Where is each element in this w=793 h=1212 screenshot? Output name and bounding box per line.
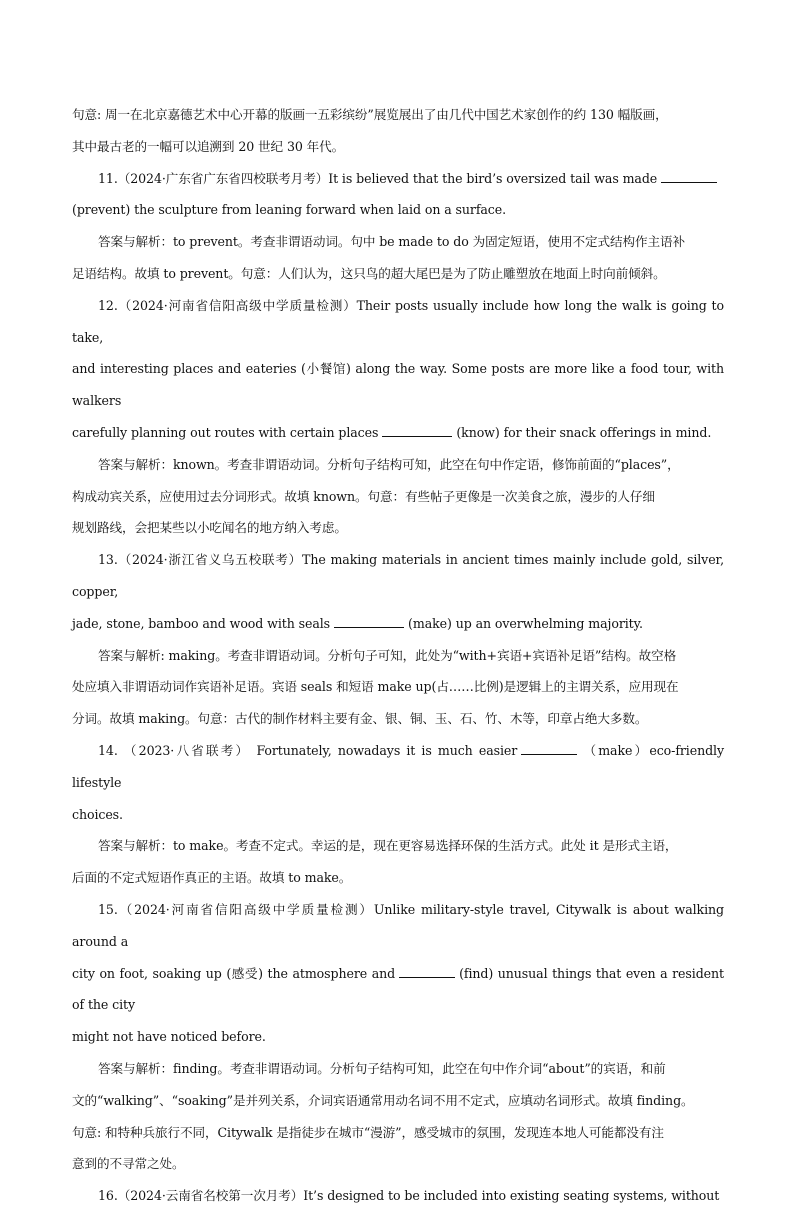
answer-explanation: 句意: 和特种兵旅行不同，Citywalk 是指徒步在城市“漫游”，感受城市的氛围，发现连本地人可能都没有注 [72, 1124, 664, 1140]
question-text: (prevent) the sculpture from leaning forward when laid on a surface. [72, 202, 507, 218]
question-text: carefully planning out routes with certain places [72, 424, 379, 440]
answer-explanation: 答案与解析：to make。考查不定式。幸运的是，现在更容易选择环保的生活方式。此处 it 是形式主语， [98, 838, 678, 854]
question-13: 13.（2024·浙江省义乌五校联考）The making materials in ancient times mainly include gold, silver, copper, [72, 552, 724, 599]
question-14 [72, 735, 724, 799]
translation-line: 句意: 周一在北京嘉德艺术中心开幕的版画一五彩缤纷”展览展出了由几代中国艺术家创作的约 130 幅版画， [72, 107, 668, 122]
answer-explanation: 答案与解析：finding。考查非谓语动词。分析句子结构可知，此空在句中作介词“about”的宾语，和前 [98, 1060, 666, 1076]
answer-explanation: 分词。故填 making。句意：古代的制作材料主要有金、银、铜、玉、石、竹、木等，印章占绝大多数。 [72, 711, 648, 727]
question-12: 12.（2024·河南省信阳高级中学质量检测）Their posts usually include how long the walk is going to take, [72, 297, 724, 345]
answer-blank [661, 168, 717, 183]
question-text: choices. [72, 806, 123, 822]
translation-line: 其中最古老的一幅可以追溯到 20 世纪 30 年代。 [72, 138, 345, 154]
answer-blank [334, 613, 404, 628]
answer-explanation: 处应填入非谓语动词作宾语补足语。宾语 seals 和短语 make up(占……比例)是逻辑上的主谓关系，应用现在 [72, 679, 679, 695]
question-text: （make）eco-friendly lifestyle [72, 742, 724, 790]
question-text [72, 417, 724, 449]
question-text: (find) unusual things that even a resident of the city [72, 965, 724, 1013]
question-text [72, 608, 724, 640]
answer-explanation: 后面的不定式短语作真正的主语。故填 to make。 [72, 870, 352, 886]
question-text [72, 958, 724, 1022]
question-15: 15.（2024·河南省信阳高级中学质量检测）Unlike military-style travel, Citywalk is about walking around a [72, 901, 724, 949]
answer-explanation: 构成动宾关系，应使用过去分词形式。故填 known。句意：有些帖子更像是一次美食之旅，漫步的人仔细 [72, 488, 655, 504]
question-11 [72, 163, 724, 195]
answer-explanation: 规划路线，会把某些以小吃闻名的地方纳入考虑。 [72, 520, 347, 536]
document-body [72, 99, 724, 1212]
answer-blank [399, 963, 455, 978]
answer-explanation: 意到的不寻常之处。 [72, 1156, 185, 1172]
question-text: city on foot, soaking up (感受) the atmosphere and [72, 965, 396, 981]
question-text: (make) up an overwhelming majority. [408, 615, 643, 631]
answer-explanation: 答案与解析：to prevent。考查非谓语动词。句中 be made to do 为固定短语，使用不定式结构作主语补 [98, 234, 685, 250]
answer-blank [521, 740, 577, 755]
answer-blank [382, 422, 452, 437]
answer-explanation: 文的“walking”、“soaking”是并列关系，介词宾语通常用动名词不用不定式，应填动名词形式。故填 finding。 [72, 1092, 694, 1108]
question-text: 14. （2023·八省联考） Fortunately, nowadays it is much easier [98, 742, 518, 758]
question-text: and interesting places and eateries (小餐馆) along the way. Some posts are more like a food tour, with walkers [72, 361, 724, 409]
question-text: jade, stone, bamboo and wood with seals [72, 615, 331, 631]
answer-explanation: 答案与解析：known。考查非谓语动词。分析句子结构可知，此空在句中作定语，修饰前面的“places”， [98, 456, 680, 472]
question-text: 11.（2024·广东省广东省四校联考月考）It is believed that the bird’s oversized tail was made [98, 170, 658, 186]
question-16: 16.（2024·云南省名校第一次月考）It’s designed to be included into existing seating systems, without [98, 1188, 720, 1204]
answer-explanation: 足语结构。故填 to prevent。句意：人们认为，这只鸟的超大尾巴是为了防止雕塑放在地面上时向前倾斜。 [72, 265, 666, 281]
question-text: (know) for their snack offerings in mind. [456, 424, 712, 440]
answer-explanation: 答案与解析: making。考查非谓语动词。分析句子可知，此处为“with+宾语+宾语补足语”结构。故空格 [98, 647, 677, 663]
question-text: might not have noticed before. [72, 1029, 266, 1045]
